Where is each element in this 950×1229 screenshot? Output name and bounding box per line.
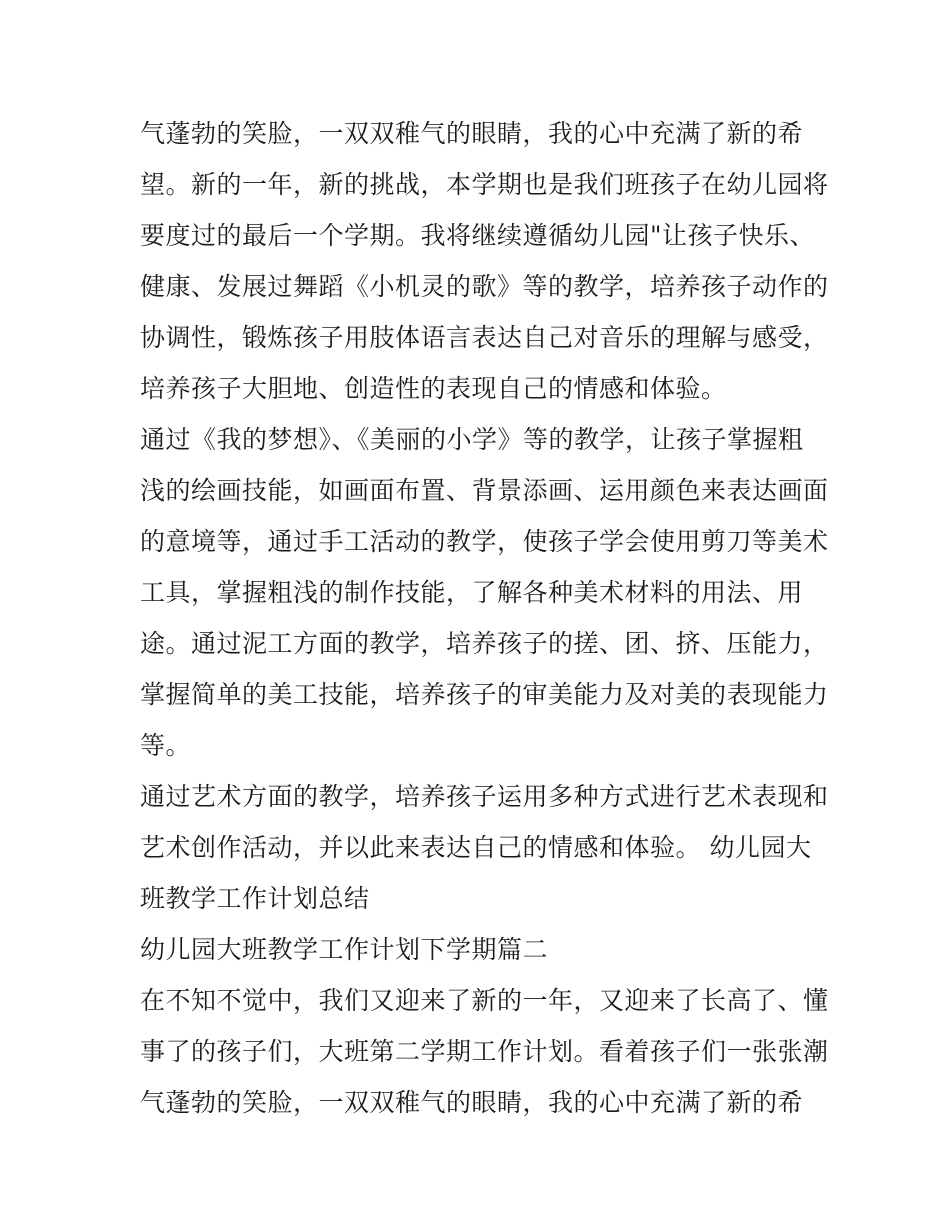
text-line: 艺术创作活动，并以此来表达自己的情感和体验。 幼儿园大 [140,833,812,862]
text-line: 掌握简单的美工技能，培养孩子的审美能力及对美的表现能力 [140,680,829,709]
text-line: 气蓬勃的笑脸，一双双稚气的眼睛，我的心中充满了新的希 [140,119,804,148]
text-line: 协调性，锻炼孩子用肢体语言表达自己对音乐的理解与感受， [140,323,829,352]
text-line: 等。 [140,731,192,760]
text-line: 在不知不觉中，我们又迎来了新的一年，又迎来了长高了、懂 [140,986,829,1015]
text-line: 事了的孩子们，大班第二学期工作计划。看着孩子们一张张潮 [140,1037,829,1066]
text-line: 气蓬勃的笑脸，一双双稚气的眼睛，我的心中充满了新的希 [140,1088,804,1117]
text-line: 培养孩子大胆地、创造性的表现自己的情感和体验。 [140,374,727,403]
text-line: 健康、发展过舞蹈《小机灵的歌》等的教学，培养孩子动作的 [140,272,829,301]
text-line: 通过艺术方面的教学，培养孩子运用多种方式进行艺术表现和 [140,782,829,811]
text-line: 的意境等，通过手工活动的教学，使孩子学会使用剪刀等美术 [140,527,829,556]
text-line: 班教学工作计划总结 [140,884,370,913]
text-line: 途。通过泥工方面的教学，培养孩子的搓、团、挤、压能力， [140,629,829,658]
text-line: 通过《我的梦想》、《美丽的小学》等的教学，让孩子掌握粗 [140,425,804,454]
document-body [140,108,829,1128]
text-line: 浅的绘画技能，如画面布置、背景添画、运用颜色来表达画面 [140,476,829,505]
text-line: 望。新的一年，新的挑战，本学期也是我们班孩子在幼儿园将 [140,170,829,199]
section-heading: 幼儿园大班教学工作计划下学期篇二 [140,935,549,964]
text-line: 工具，掌握粗浅的制作技能，了解各种美术材料的用法、用 [140,578,804,607]
text-line: 要度过的最后一个学期。我将继续遵循幼儿园"让孩子快乐、 [140,221,816,250]
